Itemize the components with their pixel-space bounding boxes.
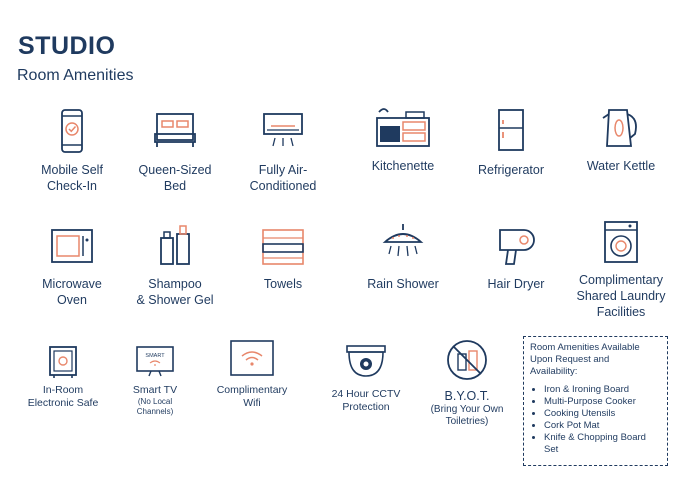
amenity-label: In-Room Electronic Safe <box>27 384 99 409</box>
amenity-label: 24 Hour CCTV Protection <box>331 388 401 413</box>
amenity-kettle <box>566 104 676 174</box>
amenity-label: Queen-Sized Bed <box>138 163 212 193</box>
amenity-label: Shampoo & Shower Gel <box>136 277 214 307</box>
list-item: • Cork Pot Mat <box>544 420 661 432</box>
tv-screen-text: SMART <box>145 353 165 359</box>
list-item: • Multi-Purpose Cooker <box>544 396 661 408</box>
page-title: STUDIO <box>18 32 116 60</box>
smart-tv-icon <box>135 344 175 380</box>
shampoo-icon <box>153 222 197 268</box>
amenity-label: Refrigerator <box>478 163 544 177</box>
rain-shower-icon <box>379 222 427 268</box>
cctv-icon <box>343 342 389 384</box>
amenity-shampoo <box>120 222 230 308</box>
amenity-refrigerator <box>456 108 566 178</box>
refrigerator-icon <box>496 108 526 154</box>
list-item: • Knife & Chopping Board Set <box>544 432 661 456</box>
bed-icon <box>153 108 197 154</box>
amenity-label: Hair Dryer <box>487 277 545 291</box>
amenity-rain-shower <box>348 222 458 292</box>
safe-icon <box>47 344 79 380</box>
amenity-label: Towels <box>263 277 303 291</box>
amenity-label: Complimentary Shared Laundry Facilities <box>576 273 666 319</box>
amenity-smart-tv <box>100 344 210 417</box>
towels-icon <box>260 226 306 268</box>
air-conditioner-icon <box>261 108 305 154</box>
upon-request-list <box>530 384 661 456</box>
microwave-icon <box>49 226 95 268</box>
no-toiletries-icon <box>445 338 489 382</box>
amenity-label: Microwave Oven <box>42 277 102 307</box>
amenity-label: Kitchenette <box>371 159 435 173</box>
amenity-byot <box>412 338 522 428</box>
amenity-hair-dryer <box>461 222 571 292</box>
amenity-label: Mobile Self Check-In <box>41 163 103 193</box>
amenity-sublabel: (Bring Your Own Toiletries) <box>430 404 504 427</box>
amenity-label: Water Kettle <box>586 159 656 173</box>
amenity-cctv <box>311 342 421 414</box>
list-item: • Cooking Utensils <box>544 408 661 420</box>
amenity-label: Fully Air- Conditioned <box>249 163 317 193</box>
wifi-icon <box>228 338 276 380</box>
hair-dryer-icon <box>494 222 538 268</box>
upon-request-box <box>523 336 668 466</box>
washing-machine-icon <box>602 220 640 264</box>
page-subtitle: Room Amenities <box>17 67 134 84</box>
upon-request-heading: Room Amenities Available Upon Request and Availability: <box>530 342 640 377</box>
amenity-label: B.Y.O.T. <box>444 389 490 403</box>
amenity-laundry <box>566 220 676 320</box>
amenity-mobile-checkin <box>17 108 127 194</box>
amenity-label: Complimentary Wifi <box>216 384 288 409</box>
amenity-wifi <box>197 338 307 410</box>
amenity-sublabel: (No Local Channels) <box>136 397 174 416</box>
list-item: • Iron & Ironing Board <box>544 384 661 396</box>
kitchenette-icon <box>374 104 432 150</box>
amenity-towels <box>228 226 338 292</box>
amenity-label: Smart TV <box>132 384 178 396</box>
amenity-bed <box>120 108 230 194</box>
amenity-kitchenette <box>348 104 458 174</box>
amenity-air-conditioning <box>228 108 338 194</box>
amenity-microwave <box>17 226 127 308</box>
amenity-label: Rain Shower <box>367 277 439 291</box>
mobile-checkin-icon <box>57 108 87 154</box>
kettle-icon <box>599 104 643 150</box>
